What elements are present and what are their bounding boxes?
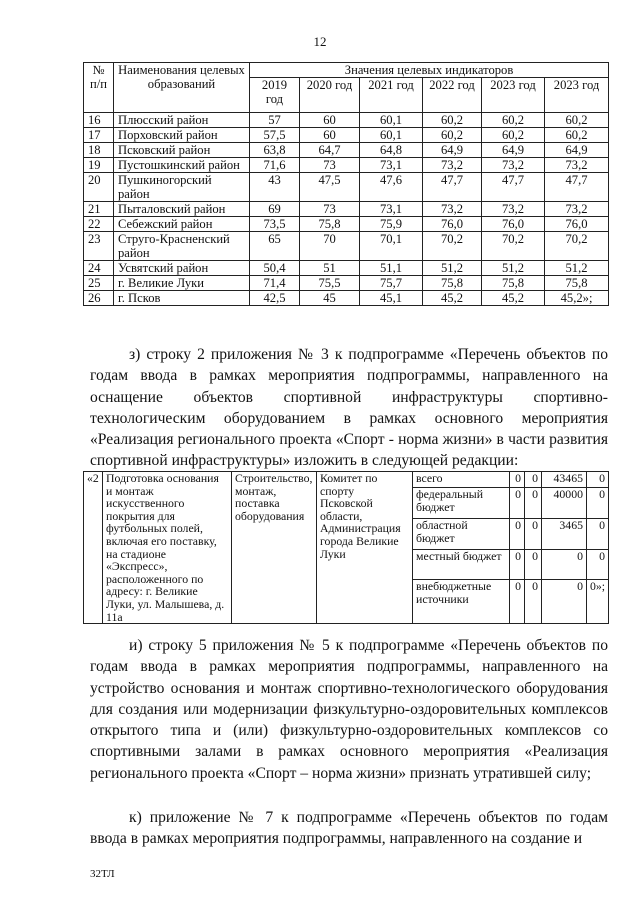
funding-value: 0 — [510, 488, 525, 519]
funding-value: 0 — [525, 580, 542, 624]
objects-table-body — [84, 472, 609, 624]
row-value: 47,6 — [360, 173, 423, 202]
header-values-title: Значения целевых индикаторов — [250, 63, 609, 78]
row-value: 60,2 — [482, 113, 545, 128]
row-value: 45,1 — [360, 291, 423, 306]
row-value: 60,2 — [482, 128, 545, 143]
object-description: Подготовка основания и монтаж искусственного покрытия для футбольных полей, включая его поставку, на стадионе «Экспресс», расположенного по адресу: г. Великие Луки, ул. Малышева, д. 11а — [103, 472, 232, 624]
row-value: 63,8 — [250, 143, 300, 158]
funding-source: всего — [413, 472, 510, 488]
row-name: г. Псков — [114, 291, 250, 306]
table-row — [84, 158, 609, 173]
funding-value: 3465 — [542, 519, 587, 550]
row-number: 19 — [84, 158, 114, 173]
header-num: № п/п — [84, 63, 114, 113]
funding-value: 0 — [510, 519, 525, 550]
funding-value: 0 — [525, 549, 542, 580]
row-value: 70 — [300, 232, 360, 261]
row-name: Псковский район — [114, 143, 250, 158]
work-type: Строительство, монтаж, поставка оборудования — [232, 472, 317, 624]
row-value: 73,1 — [360, 202, 423, 217]
table-header-row — [84, 63, 609, 78]
row-value: 60 — [300, 113, 360, 128]
row-value: 76,0 — [482, 217, 545, 232]
row-value: 73,1 — [360, 158, 423, 173]
funding-value: 0 — [587, 549, 609, 580]
row-value: 75,8 — [545, 276, 609, 291]
row-value: 71,4 — [250, 276, 300, 291]
row-number: 25 — [84, 276, 114, 291]
row-value: 75,9 — [360, 217, 423, 232]
row-value: 70,2 — [423, 232, 482, 261]
funding-value: 40000 — [542, 488, 587, 519]
row-value: 64,9 — [545, 143, 609, 158]
row-number: 16 — [84, 113, 114, 128]
row-value: 64,9 — [423, 143, 482, 158]
row-value: 75,8 — [482, 276, 545, 291]
row-value: 75,8 — [300, 217, 360, 232]
row-value: 47,7 — [545, 173, 609, 202]
row-value: 75,7 — [360, 276, 423, 291]
row-value: 73 — [300, 158, 360, 173]
row-value: 51,2 — [482, 261, 545, 276]
indicators-table — [83, 62, 609, 306]
row-value: 73,2 — [482, 202, 545, 217]
row-number: 21 — [84, 202, 114, 217]
table-row — [84, 143, 609, 158]
funding-value: 0»; — [587, 580, 609, 624]
row-number: 24 — [84, 261, 114, 276]
row-value: 73,2 — [482, 158, 545, 173]
row-value: 45,2 — [423, 291, 482, 306]
row-value: 43 — [250, 173, 300, 202]
paragraph-i: и) строку 5 приложения № 5 к подпрограмме «Перечень объектов по годам ввода в рамках мероприятия подпрограммы, направленного на устройство основания и монтаж спортивно-технологического оборудования для создания или модернизации физкультурно-оздоровительных комплексов открытого типа и (или) физкультурно-оздоровительных комплексов со спортивными залами в рамках основного мероприятия «Реализация регионального проекта «Спорт – норма жизни» признать утратившей силу; — [90, 637, 608, 782]
row-value: 69 — [250, 202, 300, 217]
funding-value: 0 — [587, 472, 609, 488]
row-value: 60,2 — [545, 128, 609, 143]
funding-value: 0 — [510, 549, 525, 580]
row-value: 73,5 — [250, 217, 300, 232]
paragraph-k: к) приложение № 7 к подпрограмме «Перечень объектов по годам ввода в рамках мероприятия подпрограммы, направленного на создание и — [90, 809, 608, 848]
funding-source: внебюджетные источники — [413, 580, 510, 624]
row-value: 42,5 — [250, 291, 300, 306]
row-value: 60,1 — [360, 128, 423, 143]
funding-source: федеральный бюджет — [413, 488, 510, 519]
funding-value: 43465 — [542, 472, 587, 488]
row-name: Пустошкинский район — [114, 158, 250, 173]
funding-value: 0 — [587, 488, 609, 519]
row-name: Порховский район — [114, 128, 250, 143]
row-value: 47,7 — [423, 173, 482, 202]
page-number: 12 — [313, 34, 327, 49]
row-value: 73 — [300, 202, 360, 217]
table-row — [84, 232, 609, 261]
row-value: 70,2 — [545, 232, 609, 261]
row-value: 51 — [300, 261, 360, 276]
row-value: 60,2 — [423, 128, 482, 143]
row-value: 64,8 — [360, 143, 423, 158]
row-name: Пыталовский район — [114, 202, 250, 217]
row-value: 76,0 — [423, 217, 482, 232]
row-value: 47,7 — [482, 173, 545, 202]
row-value: 71,6 — [250, 158, 300, 173]
row-value: 65 — [250, 232, 300, 261]
row-name: Плюсский район — [114, 113, 250, 128]
header-year: 2022 год — [423, 78, 482, 113]
row-value: 73,2 — [545, 158, 609, 173]
funding-source: областной бюджет — [413, 519, 510, 550]
header-year: 2019 год — [250, 78, 300, 113]
row-value: 76,0 — [545, 217, 609, 232]
row-value: 75,8 — [423, 276, 482, 291]
row-value: 60 — [300, 128, 360, 143]
objects-table — [83, 471, 609, 624]
table-row — [84, 291, 609, 306]
row-name: Пушкиногорский район — [114, 173, 250, 202]
row-number: 18 — [84, 143, 114, 158]
header-year: 2021 год — [360, 78, 423, 113]
row-value: 47,5 — [300, 173, 360, 202]
row-value: 51,2 — [423, 261, 482, 276]
row-value: 45,2»; — [545, 291, 609, 306]
row-value: 70,1 — [360, 232, 423, 261]
row-value: 57 — [250, 113, 300, 128]
row-value: 60,2 — [545, 113, 609, 128]
funding-value: 0 — [510, 580, 525, 624]
table-row — [84, 217, 609, 232]
row-name: г. Великие Луки — [114, 276, 250, 291]
row-number: 20 — [84, 173, 114, 202]
table-row — [84, 173, 609, 202]
row-value: 64,9 — [482, 143, 545, 158]
header-year: 2023 год — [545, 78, 609, 113]
row-number: 22 — [84, 217, 114, 232]
row-value: 50,4 — [250, 261, 300, 276]
row-value: 51,2 — [545, 261, 609, 276]
row-value: 70,2 — [482, 232, 545, 261]
row-number: 26 — [84, 291, 114, 306]
header-year: 2020 год — [300, 78, 360, 113]
funding-value: 0 — [510, 472, 525, 488]
table-row — [84, 202, 609, 217]
funding-value: 0 — [525, 472, 542, 488]
row-name: Себежский район — [114, 217, 250, 232]
object-number: «2 — [84, 472, 103, 624]
table-row — [84, 261, 609, 276]
row-value: 73,2 — [423, 158, 482, 173]
footer-code: 32ТЛ — [90, 868, 115, 880]
funding-value: 0 — [525, 519, 542, 550]
funding-value: 0 — [542, 549, 587, 580]
row-value: 75,5 — [300, 276, 360, 291]
header-name: Наименования целевых образований — [114, 63, 250, 113]
row-value: 60,2 — [423, 113, 482, 128]
table-row — [84, 276, 609, 291]
row-number: 17 — [84, 128, 114, 143]
funding-row — [84, 472, 609, 488]
row-name: Струго-Красненский район — [114, 232, 250, 261]
row-name: Усвятский район — [114, 261, 250, 276]
table-body — [84, 113, 609, 306]
row-value: 64,7 — [300, 143, 360, 158]
customer: Комитет по спорту Псковской области, Администрация города Великие Луки — [317, 472, 413, 624]
table-row — [84, 113, 609, 128]
row-value: 45 — [300, 291, 360, 306]
row-number: 23 — [84, 232, 114, 261]
row-value: 73,2 — [423, 202, 482, 217]
row-value: 51,1 — [360, 261, 423, 276]
row-value: 73,2 — [545, 202, 609, 217]
row-value: 45,2 — [482, 291, 545, 306]
funding-value: 0 — [542, 580, 587, 624]
funding-value: 0 — [587, 519, 609, 550]
paragraph-z: з) строку 2 приложения № 3 к подпрограмме «Перечень объектов по годам ввода в рамках мероприятия подпрограммы, направленного на оснащение объектов спортивной инфраструктуры спортивно-технологическим оборудованием в рамках основного мероприятия «Реализация регионального проекта «Спорт - норма жизни» в части развития спортивной инфраструктуры» изложить в следующей редакции: — [90, 346, 608, 470]
table-row — [84, 128, 609, 143]
funding-value: 0 — [525, 488, 542, 519]
funding-source: местный бюджет — [413, 549, 510, 580]
row-value: 57,5 — [250, 128, 300, 143]
row-value: 60,1 — [360, 113, 423, 128]
header-year: 2023 год — [482, 78, 545, 113]
